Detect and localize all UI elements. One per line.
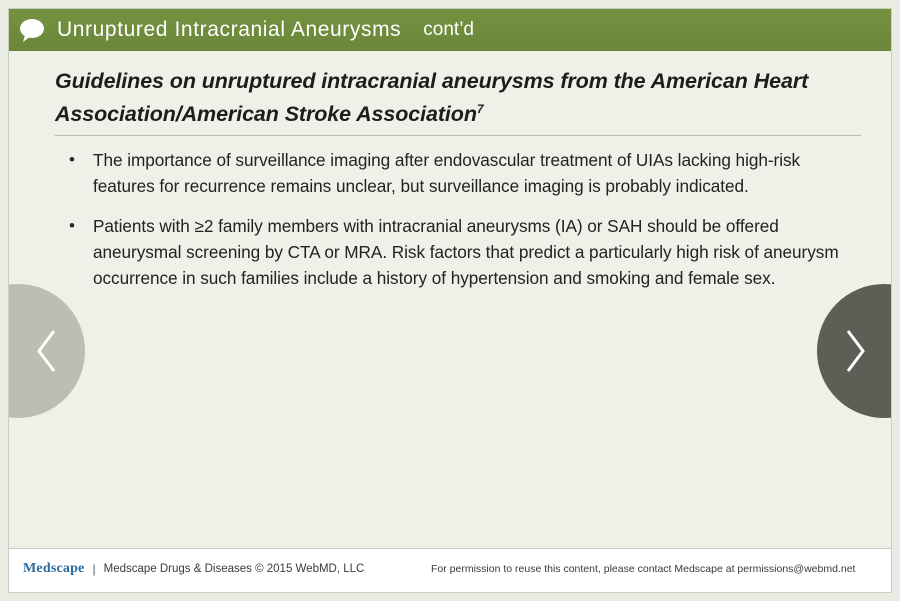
slide-heading-reference: 7 [476, 102, 484, 116]
header-title: Unruptured Intracranial Aneurysms [57, 18, 402, 41]
slide-footer [9, 548, 892, 592]
list-item [55, 213, 855, 291]
heading-divider [55, 135, 861, 136]
medscape-logo: Medscape [23, 561, 85, 576]
bullet-text: Patients with ≥2 family members with intracranial aneurysms (IA) or SAH should be offered aneurysmal screening by CTA or MRA. Risk factors that predict a particularly high risk of aneurysm occurrence in such families include a history of hypertension and smoking and female sex. [93, 216, 839, 288]
footer-attribution: Medscape Drugs & Diseases © 2015 WebMD, LLC [103, 563, 365, 575]
slide-frame [8, 8, 892, 593]
chevron-left-icon [34, 327, 60, 375]
footer-permission-text: For permission to reuse this content, please contact Medscape at permissions@webmd.net [431, 563, 856, 575]
slide-header-bar [9, 9, 892, 51]
slide-content [9, 51, 892, 592]
bullet-marker: • [69, 150, 75, 169]
speech-bubble-icon [17, 15, 47, 45]
list-item [55, 147, 855, 199]
bullet-text: The importance of surveillance imaging after endovascular treatment of UIAs lacking high-risk features for recurrence remains unclear, but surveillance imaging is probably indicated. [93, 150, 801, 196]
bullet-marker: • [69, 216, 75, 235]
slide-heading [55, 67, 845, 128]
next-slide-button[interactable] [817, 284, 892, 418]
slide-heading-line2: Heart Association/American Stroke Association [55, 69, 809, 127]
header-continued-label: cont’d [423, 19, 474, 40]
footer-left-group [23, 561, 364, 577]
chevron-right-icon [842, 327, 868, 375]
bullet-list [55, 147, 855, 305]
slide-heading-line1: Guidelines on unruptured intracranial aneurysms from the American [55, 69, 748, 93]
footer-separator: | [92, 562, 96, 576]
previous-slide-button[interactable] [9, 284, 85, 418]
